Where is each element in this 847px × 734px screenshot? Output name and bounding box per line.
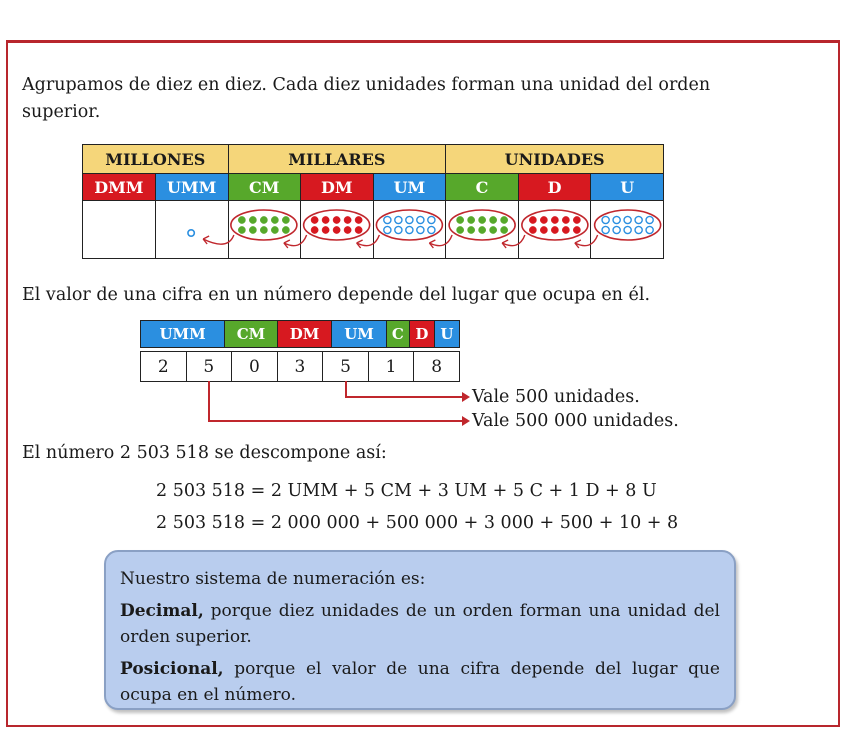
decompose-paragraph: El número 2 503 518 se descompone así:: [22, 443, 387, 463]
example-header-u: U: [434, 321, 459, 348]
group-header-unidades: UNIDADES: [446, 145, 664, 174]
note-500: Vale 500 unidades.: [472, 387, 640, 407]
example-header-dm: DM: [277, 321, 332, 348]
digit-c: 5: [323, 352, 369, 382]
summary-decimal: [120, 598, 720, 650]
digit-umm: 2: [141, 352, 187, 382]
value-paragraph: El valor de una cifra en un número depende del lugar que ocupa en él.: [22, 285, 651, 305]
group-header-millones: MILLONES: [83, 145, 229, 174]
group-header-millares: MILLARES: [228, 145, 446, 174]
order-u: U: [591, 174, 664, 201]
order-c: C: [446, 174, 519, 201]
example-header-c: C: [386, 321, 409, 348]
order-umm: UMM: [155, 174, 228, 201]
digit-cm: 5: [186, 352, 232, 382]
equation-orders: 2 503 518 = 2 UMM + 5 CM + 3 UM + 5 C + 1 D + 8 U: [156, 481, 657, 501]
note-500000: Vale 500 000 unidades.: [472, 411, 679, 431]
positional-explanation: porque el valor de una cifra depende del lugar que ocupa en el número.: [120, 659, 720, 705]
order-dmm: DMM: [83, 174, 156, 201]
digit-dm: 0: [232, 352, 278, 382]
positional-term: Posicional,: [120, 659, 224, 679]
example-header-um: UM: [332, 321, 387, 348]
summary-box: [104, 550, 736, 710]
order-dm: DM: [301, 174, 374, 201]
digit-u: 8: [414, 352, 460, 382]
example-header-d: D: [409, 321, 434, 348]
order-um: UM: [373, 174, 446, 201]
example-header-cm: CM: [225, 321, 278, 348]
example-header-umm: UMM: [141, 321, 225, 348]
digit-um: 3: [277, 352, 323, 382]
order-cm: CM: [228, 174, 301, 201]
intro-paragraph: Agrupamos de diez en diez. Cada diez unidades forman una unidad del orden superior.: [22, 75, 711, 122]
order-d: D: [518, 174, 591, 201]
summary-positional: [120, 656, 720, 708]
decimal-term: Decimal,: [120, 601, 204, 621]
equation-values: 2 503 518 = 2 000 000 + 500 000 + 3 000 + 500 + 10 + 8: [156, 513, 679, 533]
decimal-explanation: porque diez unidades de un orden forman una unidad del orden superior.: [120, 601, 720, 647]
summary-intro: Nuestro sistema de numeración es:: [120, 569, 426, 589]
digit-d: 1: [368, 352, 414, 382]
